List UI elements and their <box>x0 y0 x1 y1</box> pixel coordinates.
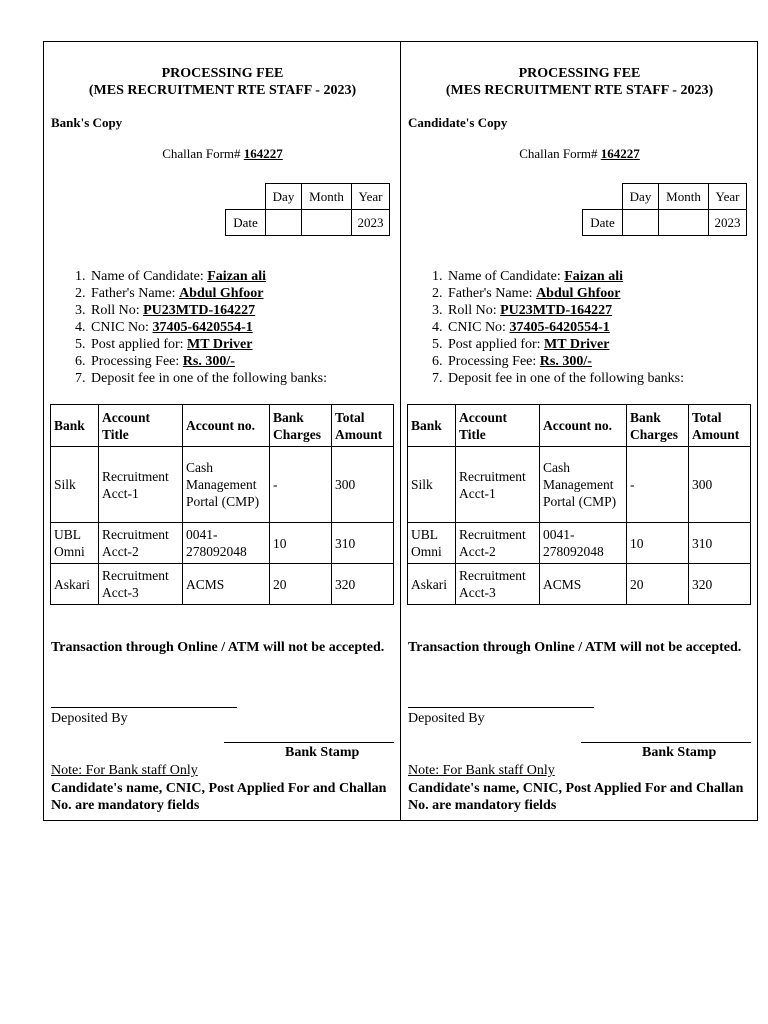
header-bank: Bank <box>51 405 99 447</box>
table-row: UBL Omni Recruitment Acct-2 0041-278092048 10 310 <box>408 523 751 564</box>
title-line: PROCESSING FEE <box>161 66 284 81</box>
header-total: Total Amount <box>332 405 394 447</box>
header-title: Account Title <box>99 405 183 447</box>
candidates-copy <box>401 41 758 821</box>
title-line: PROCESSING FEE <box>518 66 641 81</box>
challan-value: 164227 <box>600 146 640 161</box>
deposited-signature-line <box>51 707 237 708</box>
date-blank <box>226 184 266 210</box>
header-charges: Bank Charges <box>270 405 332 447</box>
stamp-signature-line <box>581 742 751 743</box>
detail-father: 2. Father's Name: Abdul Ghfoor <box>446 285 684 302</box>
month-value <box>302 210 352 236</box>
year-value: 2023 <box>352 210 390 236</box>
table-row: Askari Recruitment Acct-3 ACMS 20 320 <box>51 564 394 605</box>
detail-post: 5. Post applied for: MT Driver <box>89 336 327 353</box>
date-label: Date <box>226 210 266 236</box>
bank-staff-note: Note: For Bank staff Only <box>51 763 198 778</box>
banks-copy <box>44 41 401 821</box>
detail-father: 2. Father's Name: Abdul Ghfoor <box>89 285 327 302</box>
bank-stamp-label: Bank Stamp <box>285 745 360 760</box>
bank-table <box>407 404 751 605</box>
online-warning: Transaction through Online / ATM will not be accepted. <box>51 640 385 655</box>
header-total: Total Amount <box>689 405 751 447</box>
detail-cnic: 4. CNIC No: 37405-6420554-1 <box>89 319 327 336</box>
candidate-details <box>47 268 327 387</box>
stamp-signature-line <box>224 742 394 743</box>
challan-label: Challan Form# <box>519 146 598 161</box>
detail-deposit: 7. Deposit fee in one of the following banks: <box>89 370 327 387</box>
bank-table-header <box>408 405 751 447</box>
bank-staff-note: Note: For Bank staff Only <box>408 763 555 778</box>
copy-label: Bank's Copy <box>51 115 123 130</box>
table-row: Silk Recruitment Acct-1 Cash Management Portal (CMP) - 300 <box>408 447 751 523</box>
detail-name: 1. Name of Candidate: Faizan ali <box>446 268 684 285</box>
month-header: Month <box>659 184 709 210</box>
detail-deposit: 7. Deposit fee in one of the following banks: <box>446 370 684 387</box>
date-label: Date <box>583 210 623 236</box>
challan-number <box>401 146 758 162</box>
date-blank <box>583 184 623 210</box>
date-table <box>582 183 747 236</box>
year-value: 2023 <box>709 210 747 236</box>
mandatory-fields-note: Candidate's name, CNIC, Post Applied For and Challan No. are mandatory fields <box>51 781 387 813</box>
table-row: Silk Recruitment Acct-1 Cash Management Portal (CMP) - 300 <box>51 447 394 523</box>
challan-number <box>44 146 401 162</box>
bank-table-header <box>51 405 394 447</box>
challan-label: Challan Form# <box>162 146 241 161</box>
year-header: Year <box>352 184 390 210</box>
table-row: UBL Omni Recruitment Acct-2 0041-278092048 10 310 <box>51 523 394 564</box>
deposited-signature-line <box>408 707 594 708</box>
mandatory-fields-note: Candidate's name, CNIC, Post Applied For and Challan No. are mandatory fields <box>408 781 744 813</box>
detail-roll: 3. Roll No: PU23MTD-164227 <box>89 302 327 319</box>
month-header: Month <box>302 184 352 210</box>
subtitle-line: (MES RECRUITMENT RTE STAFF - 2023) <box>445 83 714 98</box>
header-account: Account no. <box>540 405 627 447</box>
detail-roll: 3. Roll No: PU23MTD-164227 <box>446 302 684 319</box>
header-title: Account Title <box>456 405 540 447</box>
detail-cnic: 4. CNIC No: 37405-6420554-1 <box>446 319 684 336</box>
month-value <box>659 210 709 236</box>
subtitle-line: (MES RECRUITMENT RTE STAFF - 2023) <box>88 83 357 98</box>
form-title <box>44 65 401 99</box>
day-header: Day <box>623 184 659 210</box>
header-account: Account no. <box>183 405 270 447</box>
header-charges: Bank Charges <box>627 405 689 447</box>
year-header: Year <box>709 184 747 210</box>
deposited-by-label: Deposited By <box>408 711 485 726</box>
form-title <box>401 65 758 99</box>
table-row: Askari Recruitment Acct-3 ACMS 20 320 <box>408 564 751 605</box>
deposited-by-label: Deposited By <box>51 711 128 726</box>
copy-label: Candidate's Copy <box>408 115 508 130</box>
bank-table <box>50 404 394 605</box>
detail-post: 5. Post applied for: MT Driver <box>446 336 684 353</box>
bank-stamp-label: Bank Stamp <box>642 745 717 760</box>
day-value <box>623 210 659 236</box>
day-header: Day <box>266 184 302 210</box>
online-warning: Transaction through Online / ATM will not be accepted. <box>408 640 742 655</box>
date-table <box>225 183 390 236</box>
challan-value: 164227 <box>243 146 283 161</box>
detail-name: 1. Name of Candidate: Faizan ali <box>89 268 327 285</box>
header-bank: Bank <box>408 405 456 447</box>
day-value <box>266 210 302 236</box>
detail-fee: 6. Processing Fee: Rs. 300/- <box>446 353 684 370</box>
detail-fee: 6. Processing Fee: Rs. 300/- <box>89 353 327 370</box>
candidate-details <box>404 268 684 387</box>
